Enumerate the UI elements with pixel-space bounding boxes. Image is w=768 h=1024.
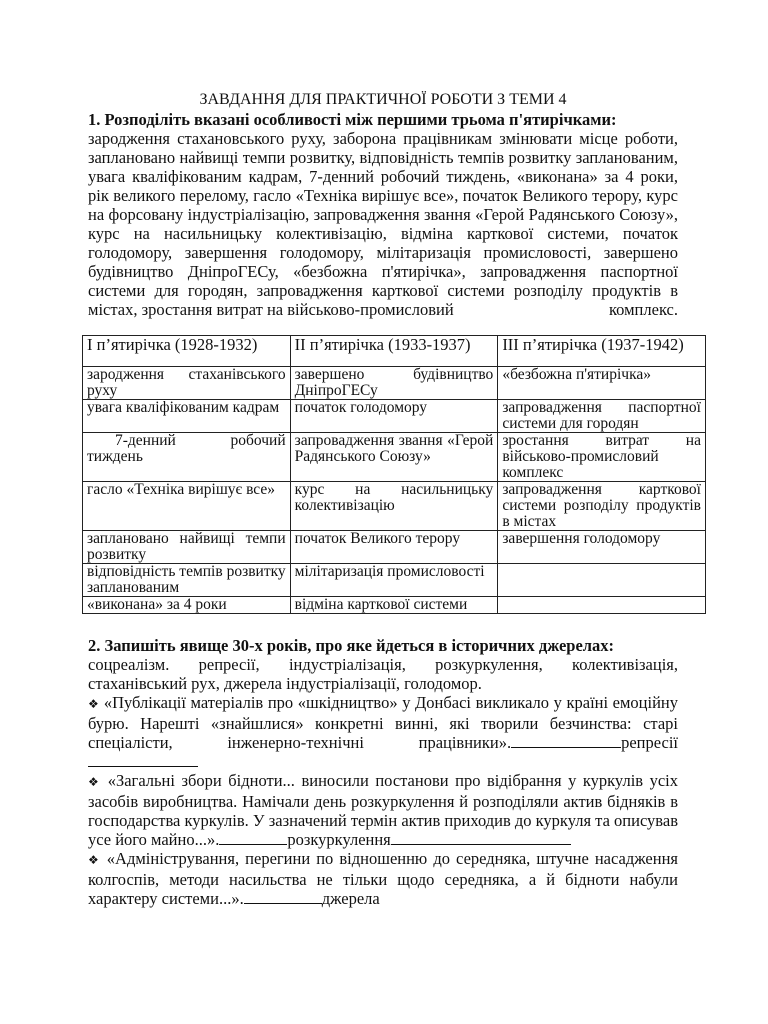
source-2-text: «Загальні збори бідноти... виносили постанови про відібрання у куркулів усіх засобів виробництва. Намічали день розкуркулення й розподіляли актив бідняків в господарства куркулів. У зазначений термін актив приходив до куркуля та описував усе його майно...». [88, 771, 679, 849]
answer-1: репресії [621, 733, 678, 752]
table-row [83, 367, 706, 400]
table-cell: запровадження паспортної системи для городян [498, 400, 706, 433]
table-cell: відповідність темпів розвитку запланованим [83, 564, 291, 597]
page-title: ЗАВДАННЯ ДЛЯ ПРАКТИЧНОЇ РОБОТИ З ТЕМИ 4 [199, 91, 567, 108]
table-header: ІІІ п’ятирічка (1937-1942) [498, 336, 706, 367]
table-cell: початок голодомору [290, 400, 498, 433]
task1-text [88, 129, 678, 319]
table-cell: курс на насильницьку колективізацію [290, 482, 498, 531]
table-cell: завершено будівництво ДніпроГЕСу [290, 367, 498, 400]
source-3 [88, 849, 678, 908]
task1-text-body: зародження стахановського руху, заборона працівникам змінювати місце роботи, заплановано найвищі темпи розвитку, відповідність темпів розвитку запланованим, увага кваліфікованим кадрам, 7-денний робочий тиждень, «виконана» за 4 роки, рік великого перелому, гасло «Техніка вирішує все», початок Великого терору, курс на форсовану індустріалізацію, запровадження звання «Герой Радянського Союзу», курс на насильницьку колективізацію, відміна карткової системи, початок голодомору, завершення голодомору, мілітаризація промисловості, завершено будівництво ДніпроГЕСу, «безбожна п'ятирічка», запровадження паспортної системи для городян, запровадження карткової системи розподілу продуктів в містах, зростання витрат на військово-промисловий [88, 129, 678, 319]
table-cell: заплановано найвищі темпи розвитку [83, 531, 291, 564]
task1-text-end: комплекс. [609, 300, 678, 319]
answer-blank [88, 752, 198, 767]
table-cell: відміна карткової системи [290, 597, 498, 614]
table-cell: 7-денний робочий тиждень [83, 433, 291, 482]
table-cell: «безбожна п'ятирічка» [498, 367, 706, 400]
task1-question: 1. Розподіліть вказані особливості між першими трьома п'ятирічками: [88, 110, 617, 129]
source-1-text: «Публікації матеріалів про «шкідництво» у Донбасі викликало у країні емоційну бурю. Нарешті «знайшлися» конкретні винні, які творили безчинства: старі спеціалісти, інженерно-технічні працівники». [88, 693, 679, 752]
source-3-text: «Адміністрування, перегини по відношенню до середняка, штучне насадження колгоспів, методи насильства не тільки щодо середняка, а й бідноти набули характеру системи...». [88, 849, 678, 908]
table-cell: зародження стаханівського руху [83, 367, 291, 400]
bullet-icon: ❖ [88, 853, 101, 867]
table-cell [498, 597, 706, 614]
table-row [83, 597, 706, 614]
table-header: ІІ п’ятирічка (1933-1937) [290, 336, 498, 367]
table-row [83, 433, 706, 482]
table-cell: увага кваліфікованим кадрам [83, 400, 291, 433]
answer-blank [391, 830, 571, 845]
table-cell: початок Великого терору [290, 531, 498, 564]
table-cell [498, 564, 706, 597]
answer-blank [244, 889, 322, 904]
answer-blank [511, 733, 621, 748]
source-2 [88, 771, 678, 849]
source-1 [88, 693, 678, 771]
answer-2: розкуркулення [287, 830, 391, 849]
table-cell: завершення голодомору [498, 531, 706, 564]
table-cell: зростання витрат на військово-промисловий комплекс [498, 433, 706, 482]
table-row [83, 564, 706, 597]
bullet-icon: ❖ [88, 697, 100, 711]
task2-terms: соцреалізм. репресії, індустріалізація, розкуркулення, колективізація, стаханівський рух, джерела індустріалізації, голодомор. [88, 655, 678, 693]
table-cell: мілітаризація промисловості [290, 564, 498, 597]
table-row [83, 400, 706, 433]
bullet-icon: ❖ [88, 775, 102, 789]
table-header-row [83, 336, 706, 367]
task2-question: 2. Запишіть явище 30-х років, про яке йдеться в історичних джерелах: [88, 636, 615, 655]
table-cell: гасло «Техніка вирішує все» [83, 482, 291, 531]
answer-blank [219, 830, 287, 845]
worksheet-page [87, 90, 701, 908]
table-cell: «виконана» за 4 роки [83, 597, 291, 614]
task2-section [88, 636, 678, 908]
table-row [83, 482, 706, 531]
table-header: І п’ятирічка (1928-1932) [83, 336, 291, 367]
table-cell: запровадження карткової системи розподілу продуктів в містах [498, 482, 706, 531]
table-cell: запровадження звання «Герой Радянського Союзу» [290, 433, 498, 482]
five-year-plans-table [82, 335, 706, 614]
answer-3: джерела [321, 889, 380, 908]
table-row [83, 531, 706, 564]
